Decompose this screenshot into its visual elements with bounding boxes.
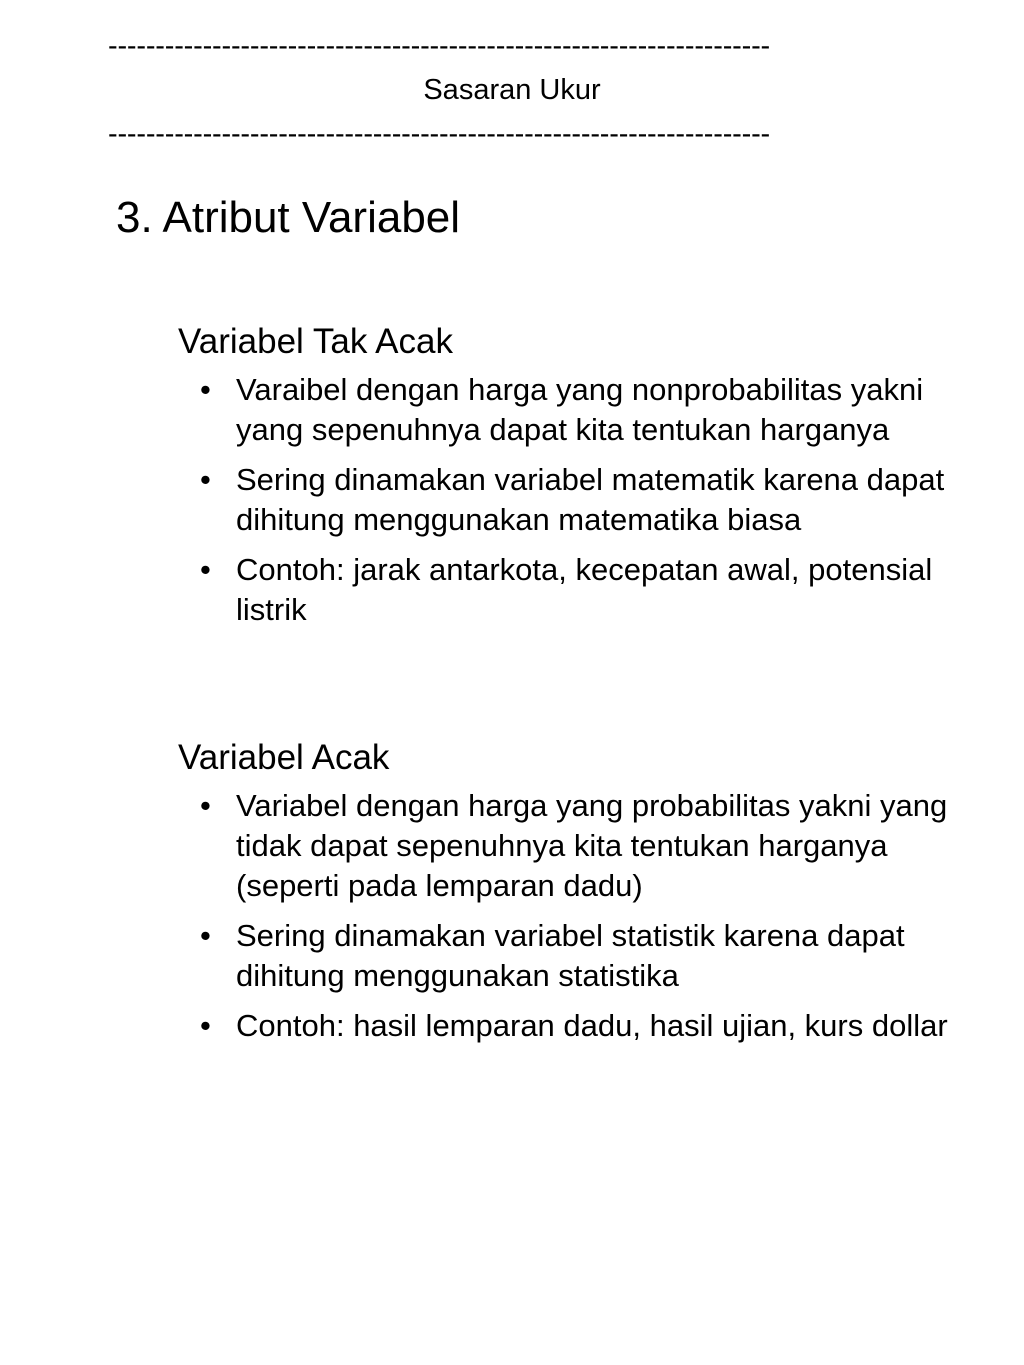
bullet-text: Varaibel dengan harga yang nonprobabilitas yakni yang sepenuhnya dapat kita tentukan harganya [236,372,924,447]
section-heading: Variabel Acak [178,738,390,777]
bullet-text: Variabel dengan harga yang probabilitas yakni yang tidak dapat sepenuhnya kita tentukan harganya (seperti pada lemparan dadu) [236,788,948,903]
bullet-text: Sering dinamakan variabel matematik karena dapat dihitung menggunakan matematika biasa [236,462,945,537]
bullet-text: Contoh: jarak antarkota, kecepatan awal, potensial listrik [236,552,933,627]
list-item [178,916,978,996]
list-item [178,550,978,630]
slide-header [0,32,1024,150]
section-heading: Variabel Tak Acak [178,322,453,361]
bullet-list [178,370,978,630]
bullet-list [178,786,978,1046]
list-item [178,460,978,540]
bullet-icon: • [200,788,211,823]
bullet-icon: • [200,462,211,497]
list-item [178,786,978,906]
bullet-icon: • [200,918,211,953]
bullet-icon: • [200,1008,211,1043]
bullet-icon: • [200,552,211,587]
list-item [178,1006,978,1046]
bullet-text: Sering dinamakan variabel statistik karena dapat dihitung menggunakan statistika [236,918,905,993]
slide-title: 3. Atribut Variabel [116,193,461,242]
list-item [178,370,978,450]
bullet-text: Contoh: hasil lemparan dadu, hasil ujian, kurs dollar [236,1008,948,1043]
header-title: Sasaran Ukur [423,74,601,106]
section-variabel-tak-acak [178,320,978,640]
section-variabel-acak [178,736,978,1056]
header-divider-top: ---------------------------------------------------------------------- [108,32,771,62]
bullet-icon: • [200,372,211,407]
header-divider-bottom: ---------------------------------------------------------------------- [108,120,771,150]
